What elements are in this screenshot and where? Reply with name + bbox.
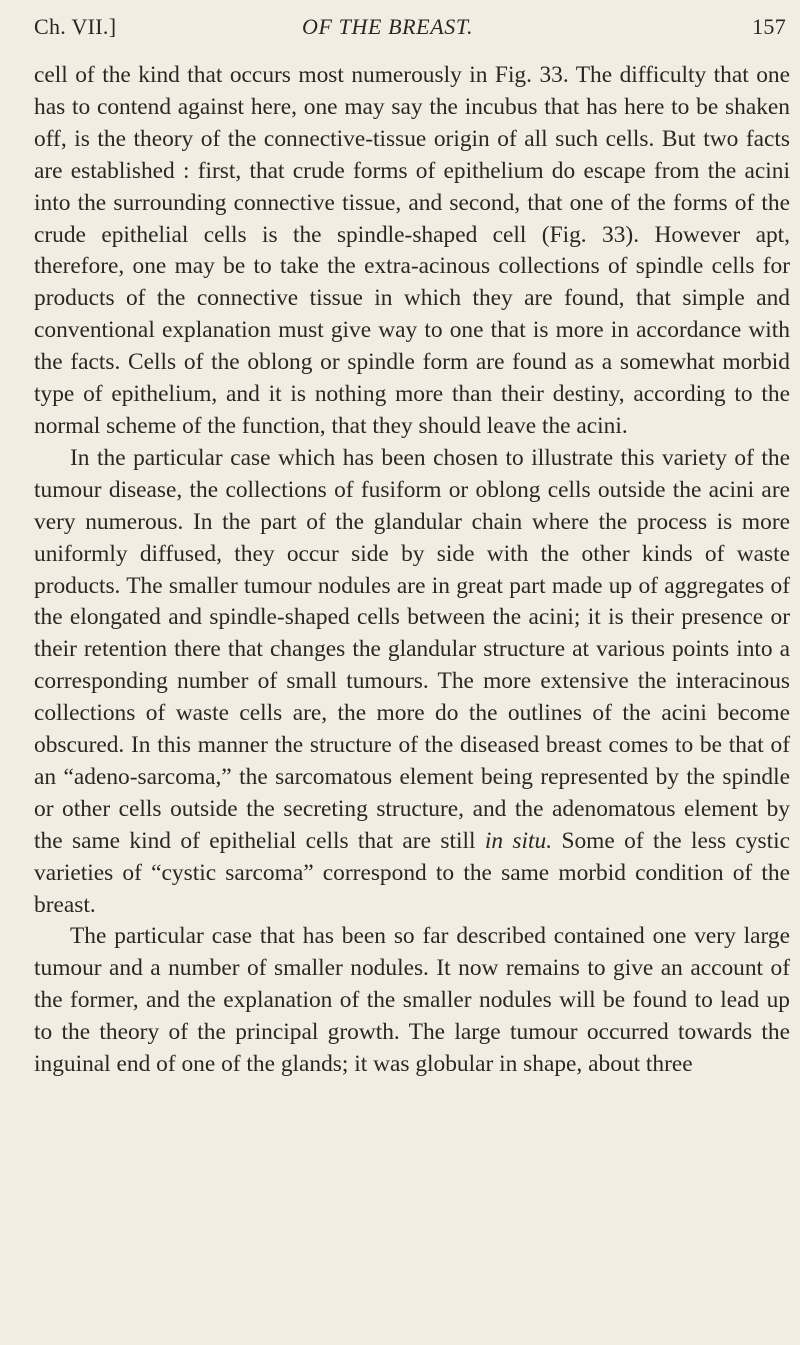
in-situ-italic: in situ. [484,827,553,854]
page-title: OF THE BREAST. [302,14,474,39]
paragraph-2-text-a: In the particular case which has been chosen to illustrate this variety of the tumour disease, the collections of fusiform or oblong cells outside the acini are very numerous. In the part of the glandular chain where the process is more uniformly diffused, they occur side by side with the other kinds of waste products. The smaller tumour nodules are in great part made up of aggregates of the elongated and spindle-shaped cells between the acini; it is their presence or their retention there that changes the glandular structure at various points into a corresponding number of small tumours. The more extensive the interacinous collections of waste cells are, the more do the outlines of the acini become obscured. In this manner the structure of the diseased breast comes to be that of an “adeno-sarcoma,” the sarcomatous element being represented by the spindle or other cells outside the secreting structure, and the adenomatous element by the same kind of epithelial cells that are still [34,444,790,854]
paragraph-3-text: The particular case that has been so far described contained one very large tumour and a number of smaller nodules. It now remains to give an account of the former, and the explanation of the smaller nodules will be found to lead up to the theory of the principal growth. The large tumour occurred towards the inguinal end of one of the glands; it was globular in shape, about three [34,923,790,1078]
paragraph-2 [34,443,790,922]
paragraph-1-text: cell of the kind that occurs most numerously in Fig. 33. The difficulty that one has to contend against here, one may say the incubus that has here to be shaken off, is the theory of the connective-tissue origin of all such cells. But two facts are established : first, that crude forms of epithelium do escape from the acini into the surrounding connective tissue, and second, that one of the forms of the crude epithelial cells is the spindle-shaped cell (Fig. 33). However apt, therefore, one may be to take the extra-acinous collections of spindle cells for products of the connective tissue in which they are found, that simple and conventional explanation must give way to one that is more in accordance with the facts. Cells of the oblong or spindle form are found as a somewhat morbid type of epithelium, and it is nothing more than their destiny, according to the normal scheme of the function, that they should leave the acini. [34,62,790,439]
book-page [34,14,790,1081]
paragraph-1 [34,60,790,443]
body-text [34,60,790,1081]
chapter-label: Ch. VII.] [34,14,117,39]
page-number: 157 [752,14,786,39]
paragraph-3 [34,921,790,1081]
paragraph-2-text-b: Some of the less cystic varieties of “cystic sarcoma” correspond to the same morbid condition of the breast. [34,827,790,918]
running-head [34,14,790,48]
